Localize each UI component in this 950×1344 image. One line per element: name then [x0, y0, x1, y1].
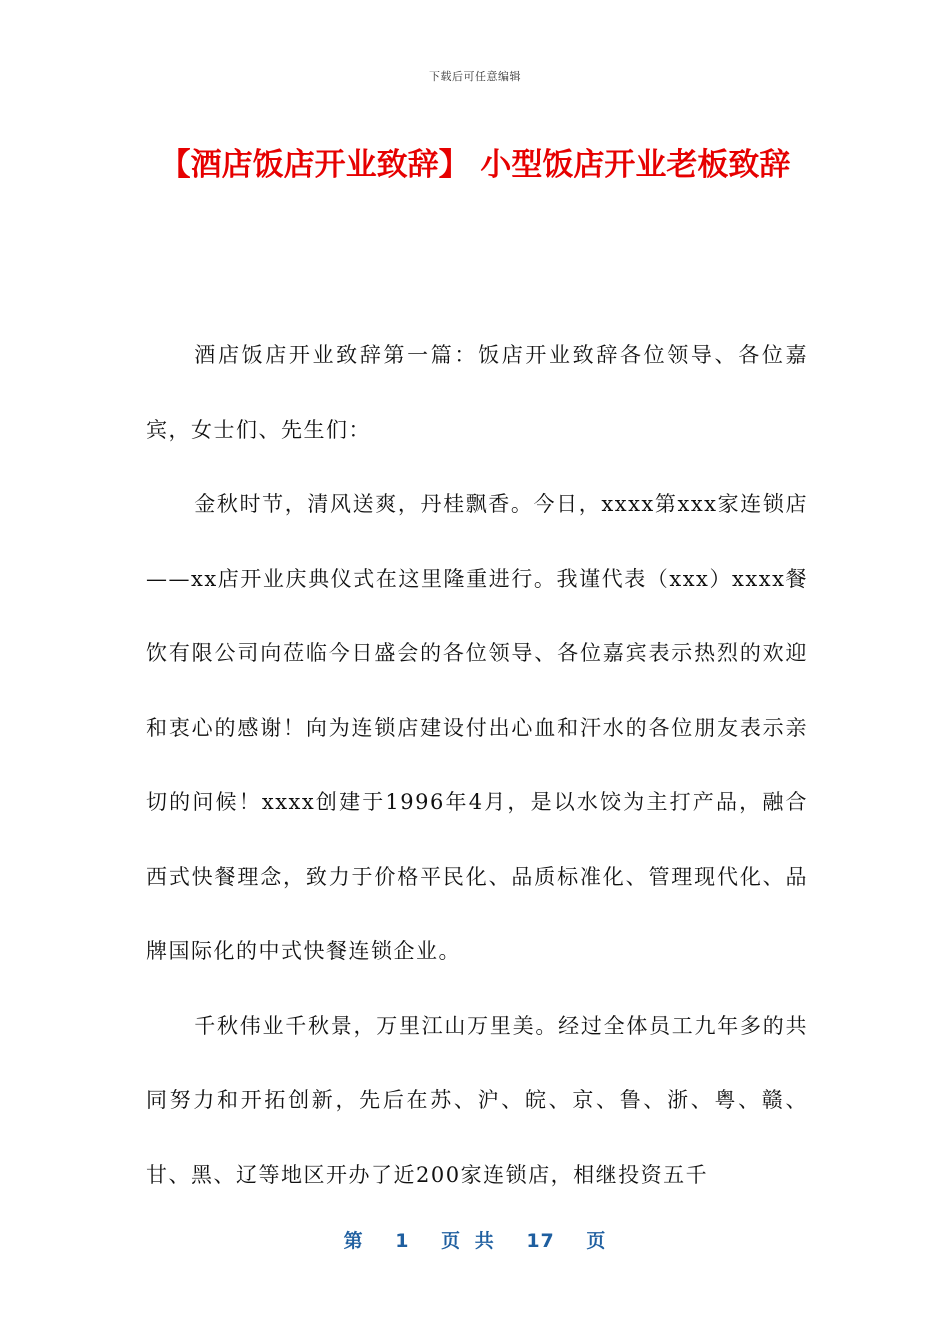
document-title: 【酒店饭店开业致辞】 小型饭店开业老板致辞 — [159, 147, 791, 183]
paragraph: 金秋时节，清风送爽，丹桂飘香。今日，xxxx第xxx家连锁店——xx店开业庆典仪式在这里隆重进行。我谨代表（xxx）xxxx餐饮有限公司向莅临今日盛会的各位领导、各位嘉宾表示热烈的欢迎和衷心的感谢！向为连锁店建设付出心血和汗水的各位朋友表示亲切的问候！xxxx创建于1996年4月，是以水饺为主打产品，融合西式快餐理念，致力于价格平民化、品质标准化、管理现代化、品牌国际化的中式快餐连锁企业。 — [146, 492, 808, 963]
footer-suffix: 页 — [586, 1230, 607, 1252]
page-footer — [0, 1226, 950, 1253]
paragraph: 千秋伟业千秋景，万里江山万里美。经过全体员工九年多的共同努力和开拓创新，先后在苏、沪、皖、京、鲁、浙、粤、赣、甘、黑、辽等地区开办了近200家连锁店，相继投资五千 — [146, 1013, 808, 1187]
current-page-number: 1 — [395, 1230, 410, 1252]
header-note: 下载后可任意编辑 — [429, 70, 521, 83]
paragraph: 酒店饭店开业致辞第一篇：饭店开业致辞各位领导、各位嘉宾，女士们、先生们： — [146, 343, 808, 442]
footer-prefix: 第 — [343, 1230, 364, 1252]
footer-middle: 页 共 — [441, 1230, 495, 1252]
total-pages-number: 17 — [526, 1230, 555, 1252]
document-body — [146, 318, 808, 1212]
